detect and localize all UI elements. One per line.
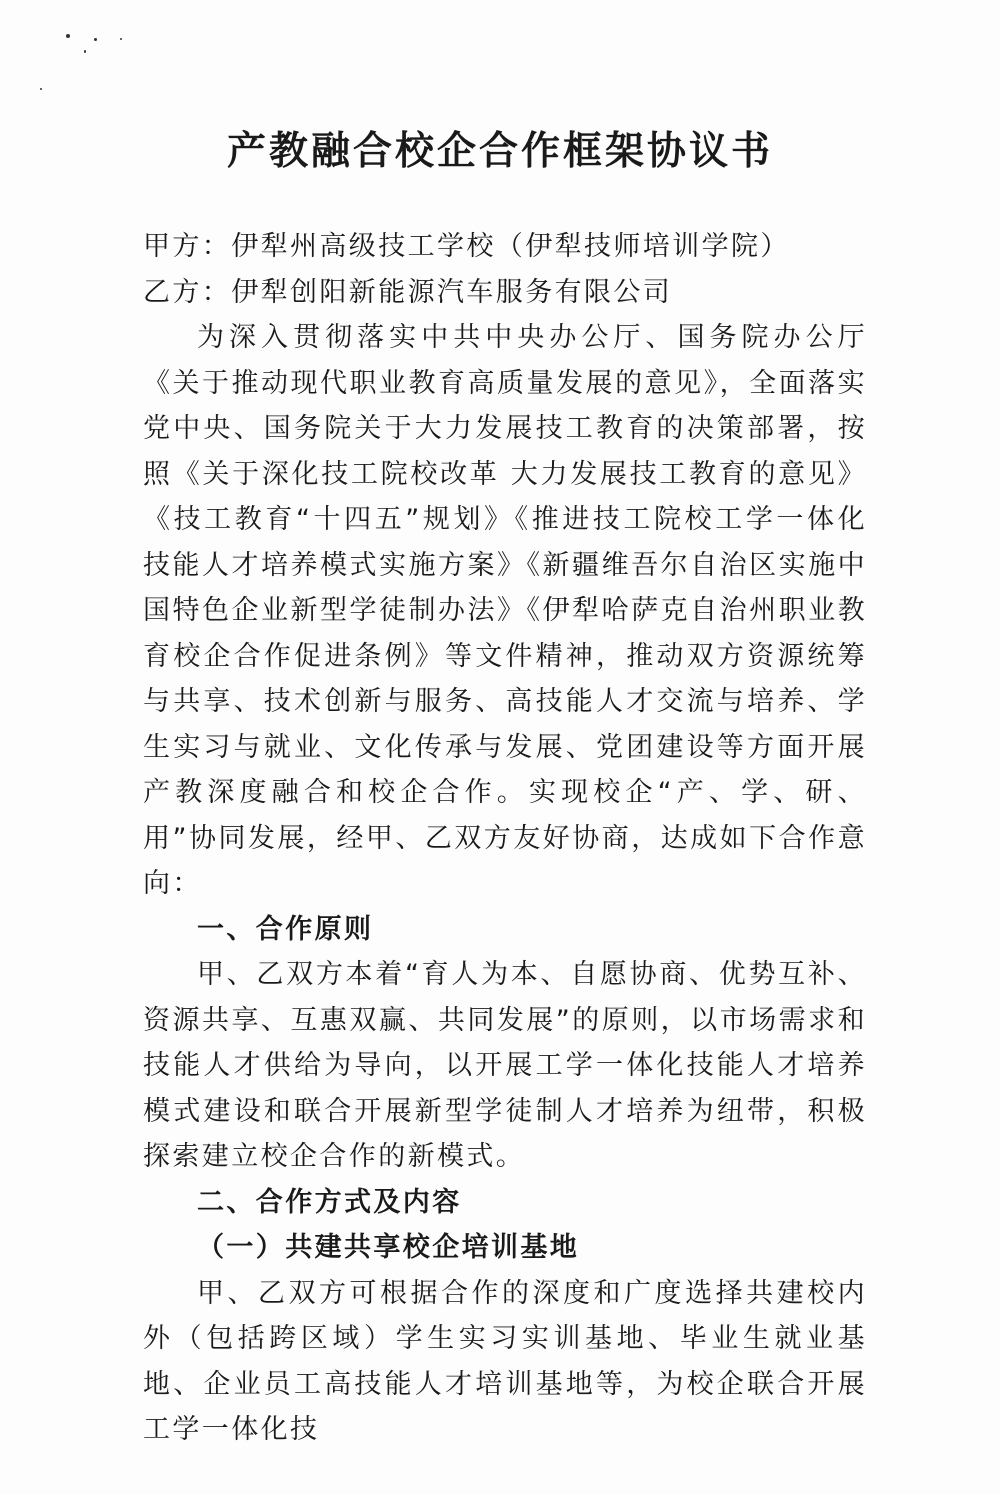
scan-speck (120, 38, 122, 40)
subsection-heading-training-base: （一）共建共享校企培训基地 (197, 1232, 580, 1263)
scan-speck (94, 38, 97, 41)
section-heading-principles: 一、合作原则 (197, 913, 374, 945)
preamble-paragraph: 为深入贯彻落实中共中央办公厅、国务院办公厅《关于推动现代职业教育高质量发展的意见》，全面落实党中央、国务院关于大力发展技工教育的决策部署，按照《关于深化技工院校改革 大力发展技工教育的意见》《技工教育“十四五”规划》《推进技工院校工学一体化技能人才培养模式实施方案》《新疆维吾尔自治区实施中国特色企业新型学徒制办法》《伊犁哈萨克自治州职业教育校企合作促进条例》等文件精神，推动双方资源统筹与共享、技术创新与服务、高技能人才交流与培养、学生实习与就业、文化传承与发展、党团建设等方面开展产教深度融合和校企合作。实现校企“产、学、研、用”协同发展，经甲、乙双方友好协商，达成如下合作意向： (143, 322, 867, 899)
party-b: 乙方：伊犁创阳新能源汽车服务有限公司 (143, 276, 673, 308)
training-base-paragraph: 甲、乙双方可根据合作的深度和广度选择共建校内外（包括跨区域）学生实习实训基地、毕业生就业基地、企业员工高技能人才培训基地等，为校企联合开展工学一体化技 (143, 1277, 867, 1445)
party-a: 甲方：伊犁州高级技工学校（伊犁技师培训学院） (143, 231, 790, 262)
scan-speck (84, 50, 86, 53)
document-title: 产教融合校企合作框架协议书 (226, 128, 773, 174)
principles-paragraph: 甲、乙双方本着“育人为本、自愿协商、优势互补、资源共享、互惠双赢、共同发展”的原则，以市场需求和技能人才供给为导向，以开展工学一体化技能人才培养模式建设和联合开展新型学徒制人才培养为纽带，积极探索建立校企合作的新模式。 (143, 959, 867, 1172)
scan-speck (66, 34, 70, 38)
document-body (143, 224, 867, 1453)
section-heading-methods: 二、合作方式及内容 (197, 1186, 462, 1218)
scan-speck (40, 88, 42, 90)
